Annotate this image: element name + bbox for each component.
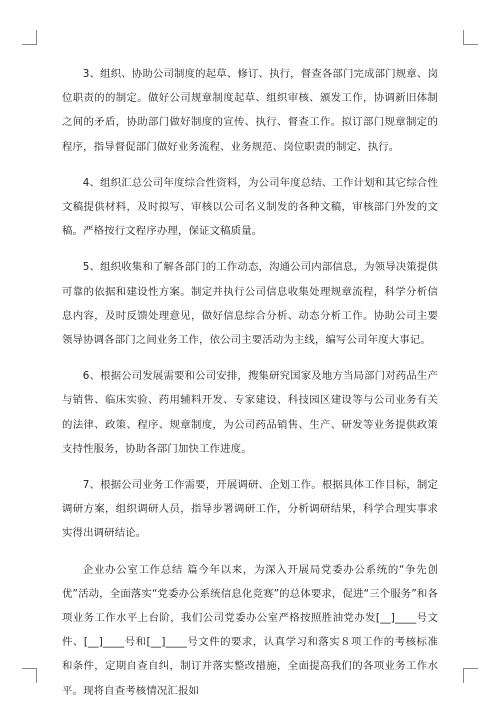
crop-mark-bottom-left bbox=[22, 668, 37, 683]
paragraph-item-6: 6、根据公司发展需要和公司安排，搜集研究国家及地方当局部门对药品生产与销售、临床实验、药用辅料开发、专家建设、科技园区建设等与公司业务有关的法律、政策、程序、规章制度，为公司药品销售、生产、研发等业务提供政策支持性服务，协助各部门加快工作进度。 bbox=[62, 370, 438, 455]
paragraph-item-7: 7、根据公司业务工作需要，开展调研、企划工作。根据具体工作目标，制定调研方案，组织调研人员，指导步署调研工作，分析调研结果，科学合理实事求实得出调研结论。 bbox=[62, 479, 438, 540]
paragraph-item-4: 4、组织汇总公司年度综合性资料，为公司年度总结、工作计划和其它综合性文稿提供材料，及时拟写、审核以公司名义制发的各种文稿，审核部门外发的文稿。严格按行文程序办理，保证文稿质量。 bbox=[62, 176, 438, 238]
crop-mark-top-right bbox=[463, 30, 478, 45]
crop-mark-bottom-right bbox=[463, 668, 478, 683]
paragraph-summary-intro: 企业办公室工作总结 篇今年以来，为深入开展局党委办公系统的“争先创优”活动，全面落实“党委办公系统信息化竞赛”的总体要求，促进“三个服务”和各项业务工作水平上台阶，我们公司党委办公室严格按照胜油党办发[__]____号文件、[__]____号和[__]____号文件的要求，认真学习和落实８项工作的考核标准和条件，定期自查自纠，制订并落实整改措施，全面提高我们的各项业务工作水平。现将自查考核情况汇报如 bbox=[62, 563, 438, 697]
paragraph-item-5: 5、组织收集和了解各部门的工作动态，沟通公司内部信息，为领导决策提供可靠的依据和建设性方案。制定并执行公司信息收集处理规章流程，科学分析信息内容，及时反馈处理意见，做好信息综合分析、动态分析工作。协助公司主要领导协调各部门之间业务工作，依公司主要活动为主线，编写公司年度大事记。 bbox=[62, 261, 438, 347]
paragraph-item-3: 3、组织、协助公司制度的起草、修订、执行，督查各部门完成部门规章、岗位职责的的制定。做好公司规章制度起草、组织审核、颁发工作，协调新旧体制之间的矛盾，协助部门做好制度的宣传、执行、督查工作。拟订部门规章制定的程序，指导督促部门做好业务流程、业务规范、岗位职责的制定、执行。 bbox=[62, 68, 438, 153]
document-body bbox=[62, 62, 438, 715]
crop-mark-top-left bbox=[22, 30, 37, 45]
